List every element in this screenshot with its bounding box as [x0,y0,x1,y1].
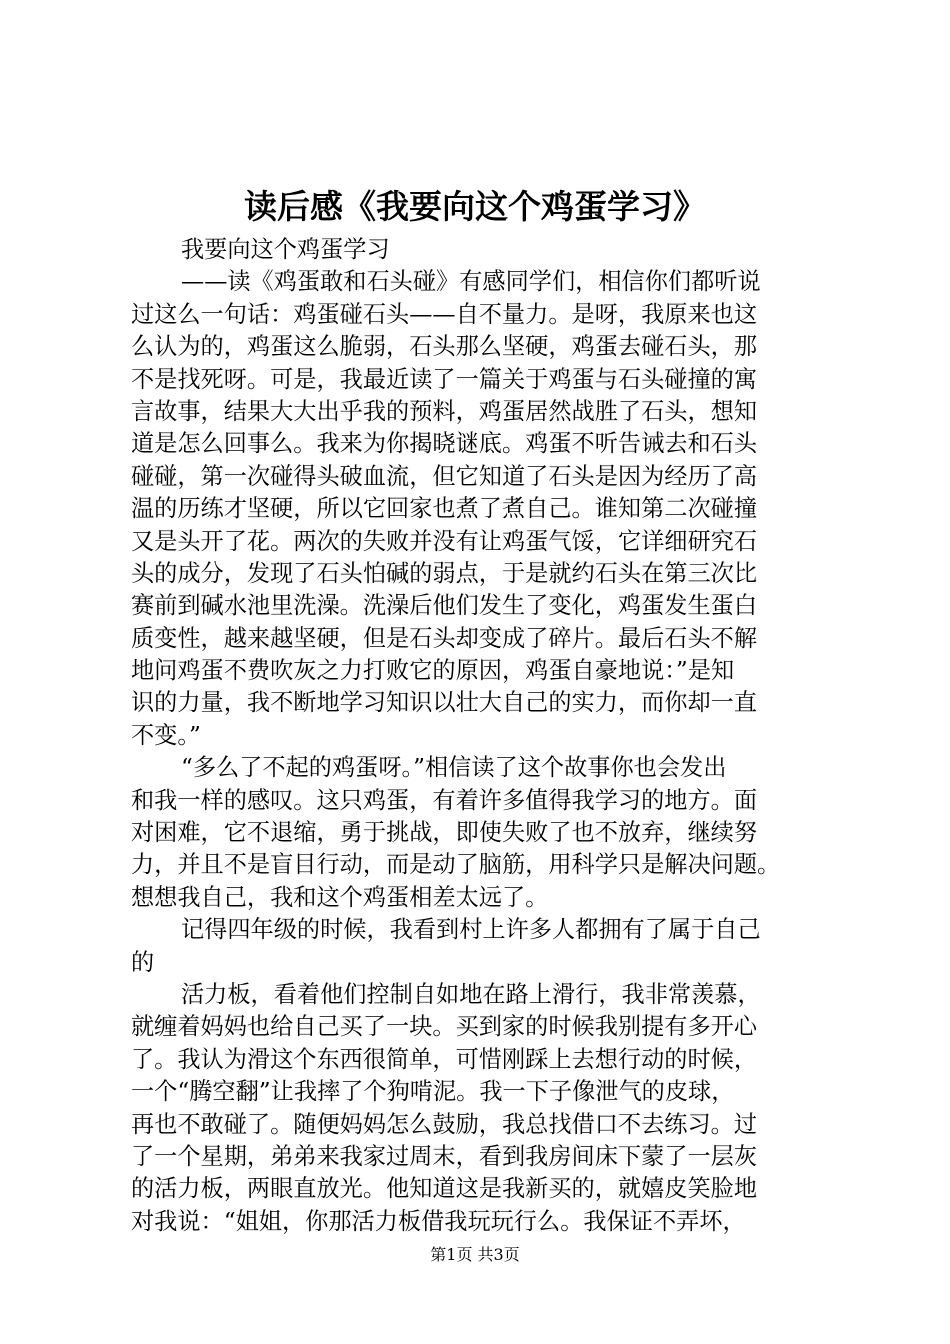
text-line: 识的力量，我不断地学习知识以壮大自己的实力，而你却一直 [131,689,758,717]
text-line: 和我一样的感叹。这只鸡蛋，有着许多值得我学习的地方。面 [131,786,758,814]
page-footer: 第1页 共3页 [430,1245,520,1264]
text-line: 质变性，越来越坚硬，但是石头却变成了碎片。最后石头不解 [131,624,758,652]
text-line: 活力板，看着他们控制自如地在路上滑行，我非常羡慕， [181,980,761,1008]
text-line: 过这么一句话：鸡蛋碰石头——自不量力。是呀，我原来也这 [131,300,758,328]
text-line: 又是头开了花。两次的失败并没有让鸡蛋气馁，它详细研究石 [131,527,758,555]
page-title: 读后感《我要向这个鸡蛋学习》 [244,187,706,226]
text-line: 赛前到碱水池里洗澡。洗澡后他们发生了变化，鸡蛋发生蛋白 [131,592,758,620]
text-line: 道是怎么回事么。我来为你揭晓谜底。鸡蛋不听告诫去和石头 [131,430,758,458]
text-line: 碰碰，第一次碰得头破血流，但它知道了石头是因为经历了高 [131,462,758,490]
text-line: 头的成分，发现了石头怕碱的弱点，于是就约石头在第三次比 [131,559,758,587]
text-line: 地问鸡蛋不费吹灰之力打败它的原因，鸡蛋自豪地说：”是知 [131,657,735,685]
text-line: “多么了不起的鸡蛋呀。”相信读了这个故事你也会发出 [181,754,727,782]
text-line: 记得四年级的时候，我看到村上许多人都拥有了属于自己 [181,916,761,944]
text-line: 力，并且不是盲目行动，而是动了脑筋，用科学只是解决问题。 [131,851,781,879]
text-line: 的活力板，两眼直放光。他知道这是我新买的，就嬉皮笑脸地 [131,1175,758,1203]
text-line: ——读《鸡蛋敢和石头碰》有感同学们，相信你们都听说 [181,268,761,296]
text-line: 我要向这个鸡蛋学习 [181,236,390,263]
text-line: 了。我认为滑这个东西很简单，可惜刚踩上去想行动的时候， [131,1045,758,1073]
text-line: 温的历练才坚硬，所以它回家也煮了煮自己。谁知第二次碰撞 [131,495,758,523]
document-body [131,234,831,1238]
text-line: 对我说：“姐姐，你那活力板借我玩玩行么。我保证不弄坏， [131,1207,746,1235]
text-line: 一个“腾空翻”让我摔了个狗啃泥。我一下子像泄气的皮球， [131,1078,735,1106]
text-line: 言故事，结果大大出乎我的预料，鸡蛋居然战胜了石头，想知 [131,397,758,425]
text-line: 不是找死呀。可是，我最近读了一篇关于鸡蛋与石头碰撞的寓 [131,365,758,393]
text-line: 想想我自己，我和这个鸡蛋相差太远了。 [131,883,549,911]
text-line: 了一个星期，弟弟来我家过周末，看到我房间床下蒙了一层灰 [131,1142,758,1170]
text-line: 再也不敢碰了。随便妈妈怎么鼓励，我总找借口不去练习。过 [131,1110,758,1138]
text-line: 么认为的，鸡蛋这么脆弱，石头那么坚硬，鸡蛋去碰石头，那 [131,333,758,361]
text-line: 对困难，它不退缩，勇于挑战，即使失败了也不放弃，继续努 [131,819,758,847]
text-line: 的 [131,948,155,976]
text-line: 就缠着妈妈也给自己买了一块。买到家的时候我别提有多开心 [131,1013,758,1041]
text-line: 不变。” [131,721,201,749]
